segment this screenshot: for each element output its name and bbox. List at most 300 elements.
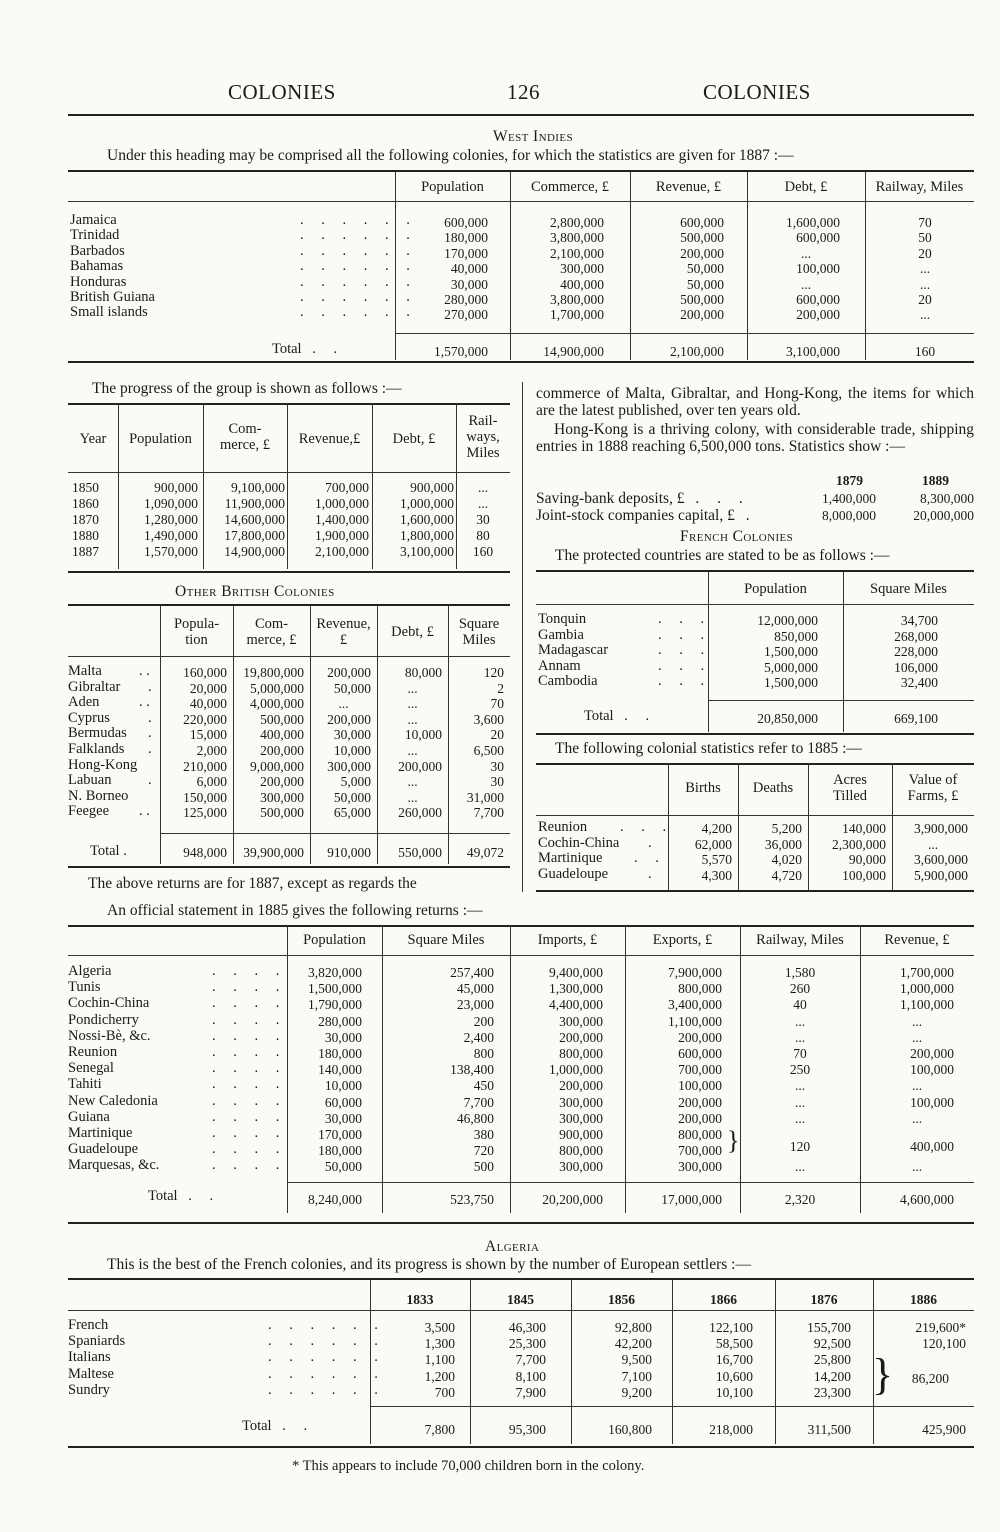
french-cell: 1,500,000 — [764, 675, 818, 691]
official-cell: 50,000 — [324, 1159, 362, 1175]
wi-cell: 500,000 — [680, 230, 724, 246]
algeria-row-label: Italians . . . . . . — [68, 1349, 385, 1366]
algeria-total-cell: 160,800 — [608, 1422, 652, 1437]
table-rule — [68, 1310, 974, 1311]
progress-cell: 1,800,000 — [400, 528, 454, 543]
official-cell: 60,000 — [324, 1094, 362, 1110]
algeria-cell: 8,100 — [515, 1368, 546, 1384]
table-rule — [68, 201, 974, 202]
progress-cell: 14,600,000 — [224, 512, 285, 527]
wi-cell: 600,000 — [796, 292, 840, 307]
other-british-cell: 220,000 — [183, 711, 227, 727]
other-british-cell: 120 — [483, 665, 504, 680]
other-british-cell: 125,000 — [183, 805, 227, 821]
table-rule — [160, 833, 510, 834]
progress-col-header: Com- merce, £ — [220, 421, 270, 453]
other-british-cell: ... — [407, 711, 418, 727]
other-british-cell: 20,000 — [189, 680, 227, 696]
official-cell: ... — [794, 1029, 806, 1045]
french-cell: 1,500,000 — [764, 644, 818, 660]
progress-col-header: Year — [79, 431, 107, 447]
official-cell: 200,000 — [678, 1029, 722, 1045]
other-british-cell: 500,000 — [260, 711, 304, 727]
algeria-cell: 92,500 — [813, 1336, 851, 1352]
official-col-header: Railway, Miles — [756, 932, 844, 948]
french-row-label: Cambodia . . . — [538, 673, 712, 690]
other-british-col-header: Com- merce, £ — [246, 616, 297, 648]
official-cell: 30,000 — [324, 1110, 362, 1126]
algeria-year-header: 1856 — [608, 1292, 635, 1307]
colonial-1885-cell: 5,570 — [701, 852, 732, 868]
jointstock-1889: 20,000,000 — [913, 508, 974, 523]
other-british-cell: 500,000 — [260, 805, 304, 821]
wi-row-label: Jamaica . . . . . . — [70, 212, 417, 228]
other-british-col-header: Square Miles — [458, 616, 500, 648]
algeria-footnote: * This appears to include 70,000 children born in the colony. — [292, 1458, 645, 1474]
other-british-cell: 300,000 — [260, 789, 304, 805]
official-cell: 700,000 — [678, 1143, 722, 1159]
wi-cell: 200,000 — [680, 307, 724, 323]
algeria-cell: 23,300 — [813, 1384, 851, 1400]
algeria-cell: 7,700 — [515, 1352, 546, 1368]
algeria-total-cell: 311,500 — [807, 1422, 851, 1437]
wi-cell: ... — [800, 276, 812, 292]
savings-year-1889: 1889 — [922, 473, 949, 488]
official-cell: 260 — [789, 981, 811, 997]
official-cell: ... — [794, 1094, 806, 1110]
other-british-cell: 10,000 — [333, 743, 371, 758]
progress-cell: 14,900,000 — [224, 544, 285, 559]
official-total-cell: 8,240,000 — [308, 1192, 362, 1207]
official-cell: 800,000 — [559, 1143, 603, 1159]
colonial-1885-cell: 100,000 — [842, 867, 886, 883]
official-row-label: Tahiti . . . . — [68, 1076, 287, 1093]
official-cell: 800,000 — [559, 1046, 603, 1061]
colonial-1885-col-header: Births — [685, 780, 721, 796]
official-row-label: Martinique . . . . — [68, 1125, 287, 1141]
algeria-cell: 14,200 — [813, 1368, 851, 1384]
wi-cell: 2,800,000 — [550, 215, 604, 230]
algeria-total-label: Total . . — [242, 1418, 315, 1434]
wi-cell: 3,800,000 — [550, 292, 604, 307]
other-british-cell: 200,000 — [260, 774, 304, 790]
table-rule — [68, 571, 510, 573]
official-row-label: Nossi-Bè, &c. . . . . — [68, 1027, 287, 1044]
wi-row-label: British Guiana . . . . . . — [70, 289, 417, 305]
algeria-cell: 1,200 — [424, 1368, 455, 1384]
progress-cell: ... — [477, 480, 489, 495]
other-british-cell: 200,000 — [260, 743, 304, 758]
official-row-label: New Caledonia . . . . — [68, 1092, 287, 1109]
savings-1889: 8,300,000 — [920, 491, 974, 506]
other-british-row-label: Labuan . — [68, 772, 152, 789]
progress-cell: 1,600,000 — [400, 512, 454, 527]
algeria-cell: 120,100 — [922, 1336, 966, 1352]
wi-total-cell: 14,900,000 — [543, 344, 604, 359]
other-british-cell: 200,000 — [327, 665, 371, 680]
official-cell: 3,400,000 — [668, 997, 722, 1013]
official-row-label: Guadeloupe . . . . — [68, 1141, 287, 1158]
progress-year: 1870 — [72, 512, 99, 527]
wi-cell: 30,000 — [450, 276, 488, 292]
other-british-cell: 30,000 — [333, 727, 371, 743]
other-british-cell: 10,000 — [404, 727, 442, 743]
official-row-label: Pondicherry . . . . — [68, 1011, 287, 1028]
french-total-cell: 20,850,000 — [757, 711, 818, 726]
progress-year: 1850 — [72, 480, 99, 495]
progress-cell: 1,400,000 — [315, 512, 369, 527]
french-cell: 32,400 — [900, 675, 938, 691]
other-british-cell: 80,000 — [404, 665, 442, 680]
wi-row-label: Trinidad . . . . . . — [70, 227, 417, 244]
other-british-cell: 31,000 — [466, 789, 504, 805]
column-divider — [522, 382, 523, 892]
wi-col-header: Railway, Miles — [875, 179, 964, 195]
progress-cell: 160 — [472, 544, 494, 559]
official-cell: 30,000 — [324, 1029, 362, 1045]
other-british-cell: 4,000,000 — [250, 696, 304, 712]
other-british-cell: 5,000 — [340, 774, 371, 790]
progress-cell: 1,280,000 — [144, 512, 198, 527]
official-merged-brace: } — [727, 1126, 740, 1155]
progress-cell: ... — [477, 496, 489, 511]
wi-cell: 50,000 — [686, 276, 724, 292]
official-cell: 100,000 — [910, 1062, 954, 1078]
official-cell: 300,000 — [559, 1159, 603, 1175]
official-row-label: Guiana . . . . — [68, 1108, 287, 1125]
wi-total-cell: 160 — [914, 344, 936, 359]
official-cell: ... — [794, 1110, 806, 1126]
header-rule — [68, 114, 974, 116]
progress-cell: 1,000,000 — [400, 496, 454, 511]
colonial-1885-cell: 5,200 — [771, 821, 802, 836]
table-rule — [68, 604, 510, 606]
official-cell: 170,000 — [318, 1127, 362, 1142]
other-british-cell: 150,000 — [183, 789, 227, 805]
official-cell: 100,000 — [678, 1078, 722, 1094]
colonial-1885-caption: The following colonial statistics refer to 1885 :— — [555, 740, 862, 757]
other-british-row-label: Gibraltar . — [68, 678, 152, 695]
official-row-label: Senegal . . . . — [68, 1060, 287, 1077]
other-british-cell: 160,000 — [183, 665, 227, 680]
algeria-cell: 7,900 — [515, 1384, 546, 1400]
official-cell: 2,400 — [463, 1029, 494, 1045]
other-british-title: Other British Colonies — [175, 583, 335, 600]
algeria-year-header: 1876 — [810, 1292, 838, 1307]
wi-cell: 300,000 — [560, 261, 604, 277]
other-british-cell: 20 — [490, 727, 504, 743]
official-cell: 720 — [473, 1143, 494, 1159]
west-indies-top-rule — [68, 170, 974, 172]
wi-total-cell: 1,570,000 — [434, 344, 488, 359]
table-rule — [536, 890, 974, 892]
french-cell: 34,700 — [900, 613, 938, 628]
wi-cell: 100,000 — [796, 261, 840, 277]
table-rule — [536, 604, 974, 605]
official-cell: 500 — [473, 1159, 494, 1175]
colonial-1885-cell: 4,020 — [771, 852, 802, 868]
right-para-2: Hong-Kong is a thriving colony, with considerable trade, shipping entries in 1888 reaching 6,500,000 tons. Statistics show :— — [536, 421, 974, 455]
other-british-cell: ... — [407, 789, 418, 805]
official-cell: 200,000 — [910, 1046, 954, 1061]
french-colonies-title: French Colonies — [680, 528, 794, 545]
progress-cell: 1,490,000 — [144, 528, 198, 543]
official-total-cell: 4,600,000 — [900, 1192, 954, 1207]
other-british-cell: ... — [407, 680, 418, 696]
wi-total-cell: 3,100,000 — [786, 344, 840, 359]
right-para-1: commerce of Malta, Gibraltar, and Hong-Kong, the items for which are the latest published, over ten years old. — [536, 385, 974, 419]
official-cell: ... — [911, 1029, 923, 1045]
jointstock-label: Joint-stock companies capital, £ . — [536, 507, 757, 524]
progress-cell: 9,100,000 — [231, 480, 285, 495]
official-cell: 300,000 — [559, 1013, 603, 1029]
savings-year-1879: 1879 — [836, 473, 863, 488]
other-british-total-cell: 948,000 — [183, 845, 227, 860]
official-cell: 300,000 — [559, 1110, 603, 1126]
progress-cell: 1,900,000 — [315, 528, 369, 543]
official-cell: 45,000 — [456, 981, 494, 997]
colonial-1885-cell: 3,600,000 — [914, 852, 968, 868]
wi-bottom-rule — [68, 361, 974, 363]
official-cell: ... — [911, 1013, 923, 1029]
page-number: 126 — [507, 80, 540, 104]
wi-col-header: Revenue, £ — [655, 179, 722, 195]
official-cell: 23,000 — [456, 997, 494, 1013]
official-total-cell: 2,320 — [784, 1192, 816, 1207]
other-british-row-label: Malta . . — [68, 663, 150, 679]
algeria-cell: 10,600 — [715, 1368, 753, 1384]
other-british-cell: 6,500 — [473, 743, 504, 758]
other-british-total-label: Total . — [90, 843, 127, 859]
official-cell: 200,000 — [678, 1094, 722, 1110]
french-cell: 850,000 — [774, 628, 818, 644]
official-col-header: Exports, £ — [652, 932, 713, 948]
algeria-row-label: Maltese . . . . . . — [68, 1365, 385, 1382]
official-total-cell: 20,200,000 — [542, 1192, 603, 1207]
official-total-cell: 17,000,000 — [661, 1192, 722, 1207]
wi-cell: 400,000 — [560, 276, 604, 292]
official-col-header: Imports, £ — [537, 932, 598, 948]
official-col-header: Square Miles — [407, 932, 485, 948]
wi-cell: 270,000 — [444, 307, 488, 323]
official-cell: 140,000 — [318, 1062, 362, 1078]
official-cell: 300,000 — [678, 1159, 722, 1175]
official-cell: 7,700 — [463, 1094, 494, 1110]
west-indies-intro: Under this heading may be comprised all the following colonies, for which the statistics are given for 1887 :— — [107, 147, 794, 164]
french-col-header: Square Miles — [870, 581, 947, 597]
colonial-1885-row-label: Guadeloupe . — [538, 865, 659, 882]
official-cell: 180,000 — [318, 1143, 362, 1159]
official-cell: 10,000 — [324, 1078, 362, 1094]
other-british-cell: 65,000 — [333, 805, 371, 821]
wi-cell: 500,000 — [680, 292, 724, 307]
progress-cell: 1,570,000 — [144, 544, 198, 559]
algeria-title: Algeria — [485, 1238, 540, 1255]
colonial-1885-col-header: Deaths — [752, 780, 794, 796]
progress-cell: 700,000 — [325, 480, 369, 495]
colonial-1885-row-label: Martinique . . — [538, 850, 666, 867]
official-cell: 800,000 — [678, 1127, 722, 1142]
wi-row-label: Bahamas . . . . . . — [70, 258, 417, 275]
algeria-year-header: 1845 — [507, 1292, 534, 1307]
west-indies-title: West Indies — [492, 128, 573, 145]
progress-col-header: Debt, £ — [392, 431, 436, 447]
progress-year: 1887 — [72, 544, 99, 559]
other-british-row-label: Bermudas . — [68, 725, 152, 742]
colonial-1885-col-header: Value of Farms, £ — [907, 772, 959, 804]
french-row-label: Annam . . . — [538, 657, 712, 674]
french-col-header: Population — [744, 581, 807, 597]
other-british-cell: 2,000 — [196, 743, 227, 758]
algeria-year-header: 1866 — [710, 1292, 737, 1307]
official-cell: 1,000,000 — [900, 981, 954, 997]
other-british-total-cell: 39,900,000 — [243, 845, 304, 860]
official-cell: 450 — [473, 1078, 494, 1094]
progress-cell: 900,000 — [154, 480, 198, 495]
table-rule — [536, 733, 974, 735]
official-col-header: Revenue, £ — [884, 932, 950, 948]
other-british-total-cell: 550,000 — [398, 845, 442, 860]
official-total-label: Total . . — [148, 1188, 221, 1204]
other-british-cell: 15,000 — [189, 727, 227, 743]
algeria-cell: 58,500 — [715, 1336, 753, 1352]
table-rule — [68, 472, 510, 473]
wi-col-header: Debt, £ — [784, 179, 828, 195]
official-row-label: Algeria . . . . — [68, 963, 287, 979]
colonial-1885-cell: 62,000 — [694, 836, 732, 852]
other-british-cell: 5,000,000 — [250, 680, 304, 696]
other-british-total-cell: 49,072 — [466, 845, 504, 860]
savings-1879: 1,400,000 — [822, 491, 876, 506]
algeria-cell: 10,100 — [715, 1384, 753, 1400]
wi-cell: 180,000 — [444, 230, 488, 246]
algeria-cell: 92,800 — [614, 1320, 652, 1335]
algeria-merged-brace: } — [872, 1350, 894, 1399]
official-row-label: Marquesas, &c. . . . . — [68, 1157, 287, 1174]
french-row-label: Tonquin . . . — [538, 611, 712, 627]
wi-cell: 280,000 — [444, 292, 488, 307]
official-cell: 1,300,000 — [549, 981, 603, 997]
other-british-row-label: Feegee . . — [68, 803, 150, 820]
official-merged-railway: 120 — [789, 1139, 811, 1154]
official-cell: 9,400,000 — [549, 965, 603, 980]
algeria-cell: 700 — [434, 1384, 455, 1400]
algeria-total-cell: 218,000 — [709, 1422, 753, 1437]
official-cell: 300,000 — [559, 1094, 603, 1110]
other-british-cell: 200,000 — [327, 711, 371, 727]
other-british-cell: 260,000 — [398, 805, 442, 821]
other-british-cell: 400,000 — [260, 727, 304, 743]
colonial-1885-col-header: Acres Tilled — [832, 772, 868, 804]
algeria-cell: 25,800 — [813, 1352, 851, 1368]
other-british-cell: ... — [407, 774, 418, 790]
other-british-cell: 6,000 — [196, 774, 227, 790]
official-cell: 1,700,000 — [900, 965, 954, 980]
official-merged-revenue: 400,000 — [910, 1139, 954, 1154]
algeria-cell: 46,300 — [508, 1320, 546, 1335]
official-cell: 257,400 — [450, 965, 494, 980]
progress-cell: 30 — [476, 512, 490, 527]
progress-cell: 2,100,000 — [315, 544, 369, 559]
algeria-cell: 25,300 — [508, 1336, 546, 1352]
wi-cell: 170,000 — [444, 245, 488, 261]
other-british-cell: 40,000 — [189, 696, 227, 712]
official-cell: 7,900,000 — [668, 965, 722, 980]
wi-cell: 200,000 — [796, 307, 840, 323]
official-cell: 1,790,000 — [308, 997, 362, 1013]
other-british-total-cell: 910,000 — [327, 845, 371, 860]
colonial-1885-cell: 4,200 — [701, 821, 732, 836]
official-col-header: Population — [303, 932, 366, 948]
progress-col-header: Revenue,£ — [298, 431, 361, 447]
wi-row-label: Barbados . . . . . . — [70, 242, 417, 259]
algeria-merged-1886: 86,200 — [911, 1371, 949, 1386]
other-british-cell: 9,000,000 — [250, 758, 304, 774]
colonial-1885-row-label: Reunion . . . — [538, 819, 674, 835]
progress-cell: 1,000,000 — [315, 496, 369, 511]
table-rule — [287, 1182, 974, 1183]
savings-label: Saving-bank deposits, £ . . . — [536, 490, 750, 507]
algeria-cell: 9,500 — [621, 1352, 652, 1368]
algeria-row-label: French . . . . . . — [68, 1317, 385, 1333]
wi-cell: ... — [919, 307, 931, 323]
official-cell: 250 — [789, 1062, 811, 1078]
other-british-cell: ... — [407, 696, 418, 712]
progress-cell: 11,900,000 — [224, 496, 285, 511]
wi-cell: 1,600,000 — [786, 215, 840, 230]
official-row-label: Reunion . . . . — [68, 1044, 287, 1060]
wi-row-label: Honduras . . . . . . — [70, 273, 417, 290]
official-cell: 4,400,000 — [549, 997, 603, 1013]
algeria-cell: 7,100 — [621, 1368, 652, 1384]
official-cell: 100,000 — [910, 1094, 954, 1110]
jointstock-1879: 8,000,000 — [822, 508, 876, 523]
table-rule — [68, 656, 510, 657]
official-cell: 200,000 — [559, 1029, 603, 1045]
progress-cell: 900,000 — [410, 480, 454, 495]
wi-cell: ... — [919, 261, 931, 277]
other-british-cell: 2 — [497, 680, 504, 696]
official-cell: 1,000,000 — [549, 1062, 603, 1078]
progress-cell: 17,800,000 — [224, 528, 285, 543]
french-row-label: Gambia . . . — [538, 626, 712, 643]
official-cell: ... — [911, 1078, 923, 1094]
progress-col-header: Rail- ways, Miles — [466, 413, 500, 461]
other-british-cell: 50,000 — [333, 789, 371, 805]
official-cell: 40 — [793, 997, 807, 1013]
official-total-cell: 523,750 — [450, 1192, 494, 1207]
other-british-cell: 7,700 — [473, 805, 504, 821]
colonial-1885-cell: 4,300 — [701, 867, 732, 883]
wi-col-header: Commerce, £ — [530, 179, 610, 195]
official-cell: 600,000 — [678, 1046, 722, 1061]
table-rule — [370, 1406, 974, 1407]
algeria-row-label: Sundry . . . . . . — [68, 1381, 385, 1398]
official-cell: 1,100,000 — [900, 997, 954, 1013]
other-british-cell: ... — [338, 696, 349, 712]
other-british-cell: 200,000 — [398, 758, 442, 774]
returns-note: The above returns are for 1887, except as regards the — [88, 875, 417, 892]
official-cell: ... — [911, 1110, 923, 1126]
colonial-1885-cell: 140,000 — [842, 821, 886, 836]
official-row-label: Tunis . . . . — [68, 979, 287, 996]
french-cell: 12,000,000 — [757, 613, 818, 628]
running-head-right: COLONIES — [703, 80, 811, 104]
wi-total-label: Total . . — [272, 341, 345, 357]
table-rule — [68, 403, 510, 405]
other-british-cell: 30 — [490, 758, 504, 774]
colonial-1885-cell: ... — [927, 836, 939, 852]
